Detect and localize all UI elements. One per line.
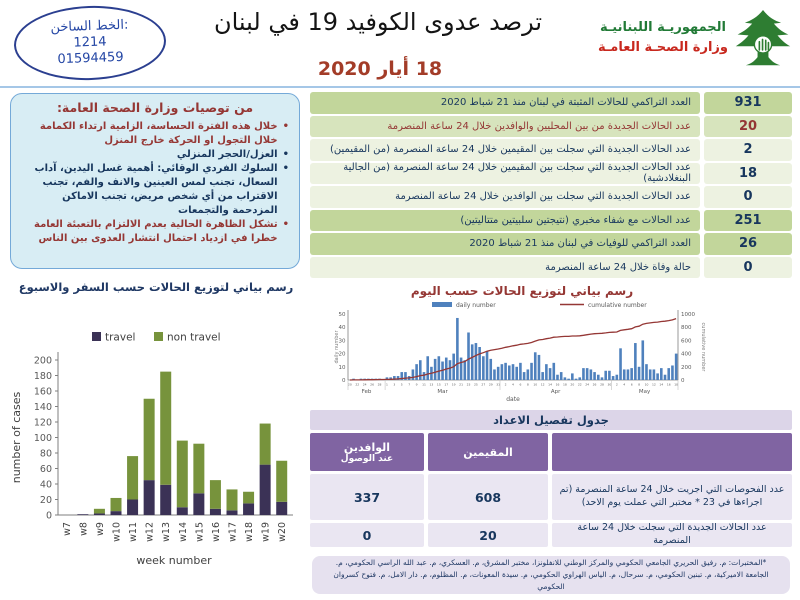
svg-text:w12: w12 <box>144 522 156 542</box>
detail-table-title: جدول تفصيل الاعداد <box>310 410 792 430</box>
stat-value: 251 <box>704 210 792 232</box>
svg-text:31: 31 <box>496 382 501 387</box>
svg-text:w14: w14 <box>177 522 189 542</box>
svg-text:Mar: Mar <box>437 389 448 395</box>
svg-text:24: 24 <box>585 382 590 387</box>
svg-text:12: 12 <box>540 382 545 387</box>
svg-text:20: 20 <box>347 382 352 387</box>
svg-text:12: 12 <box>651 382 656 387</box>
recommendations-title: من توصيات وزارة الصحة العامة: <box>56 100 254 115</box>
bullet-icon: • <box>282 121 289 132</box>
svg-text:non travel: non travel <box>167 331 221 344</box>
recommendations-panel <box>10 93 300 269</box>
bullet-icon: • <box>282 149 289 160</box>
detail-table-row <box>310 523 792 547</box>
svg-text:daily number: daily number <box>456 302 496 309</box>
svg-text:1000: 1000 <box>681 312 695 318</box>
svg-text:200: 200 <box>33 355 52 367</box>
svg-text:w9: w9 <box>94 522 106 536</box>
stat-label: عدد الحالات الجديدة التي سجلت بين المقيمين خلال 24 ساعة المنصرمة (من الجالية البنغلادشية) <box>310 163 700 185</box>
ministry-logo <box>598 8 792 74</box>
detail-table <box>310 410 792 550</box>
svg-text:w13: w13 <box>161 522 173 542</box>
svg-text:1: 1 <box>385 382 388 387</box>
svg-text:30: 30 <box>338 338 346 345</box>
detail-header-arrivals <box>310 433 424 471</box>
hotline-number-long: 01594459 <box>57 49 124 68</box>
detail-header-arrivals-line2: عند الوصول <box>340 453 394 464</box>
svg-text:May: May <box>638 389 651 395</box>
svg-text:50: 50 <box>338 312 346 318</box>
stat-row <box>310 163 792 185</box>
svg-text:11: 11 <box>422 382 426 387</box>
svg-text:travel: travel <box>105 331 136 344</box>
detail-table-body <box>310 474 792 547</box>
svg-text:daily number: daily number <box>334 330 340 364</box>
svg-text:14: 14 <box>548 382 552 387</box>
stat-value: 26 <box>704 233 792 255</box>
svg-text:22: 22 <box>355 382 360 387</box>
svg-text:w11: w11 <box>128 522 140 542</box>
svg-text:14: 14 <box>659 382 664 387</box>
svg-text:w17: w17 <box>227 522 239 542</box>
svg-text:8: 8 <box>526 382 529 387</box>
hotline-number-short: 1214 <box>73 34 107 51</box>
svg-text:w18: w18 <box>244 522 256 542</box>
ministry-name-line1: الجمهوريـة اللبنانيـة <box>599 20 726 35</box>
svg-text:40: 40 <box>338 325 346 332</box>
svg-text:16: 16 <box>555 382 560 387</box>
daily-chart-title: رسم بياني لتوزيع الحالات حسب اليوم <box>410 284 634 298</box>
detail-table-header <box>310 433 792 471</box>
recommendation-item <box>21 120 289 148</box>
svg-text:2: 2 <box>615 382 618 387</box>
svg-text:w10: w10 <box>111 522 123 542</box>
stat-label: العدد التراكمي للحالات المثبتة في لبنان منذ 21 شباط 2020 <box>310 92 700 114</box>
stat-label: عدد الحالات مع شفاء مخبري (نتيجتين سلبيتين متتاليتين) <box>310 210 700 232</box>
detail-header-residents: المقيمين <box>428 433 548 471</box>
svg-text:19: 19 <box>451 382 456 387</box>
svg-text:w15: w15 <box>194 522 206 542</box>
header-divider <box>0 86 800 88</box>
svg-text:date: date <box>506 396 520 403</box>
svg-text:60: 60 <box>39 464 52 475</box>
stat-value: 18 <box>704 163 792 185</box>
stat-value: 0 <box>704 186 792 208</box>
daily-cases-chart <box>332 300 716 406</box>
svg-text:120: 120 <box>33 417 52 429</box>
svg-text:29: 29 <box>488 382 493 387</box>
svg-text:6: 6 <box>519 382 522 387</box>
recommendation-text: خلال هذه الفترة الحساسة، الزامية ارتداء الكمامة خلال التجول او الحركة خارج المنزل <box>39 121 278 146</box>
stat-label: العدد التراكمي للوفيات في لبنان منذ 21 شباط 2020 <box>310 233 700 255</box>
svg-text:cumulative number: cumulative number <box>588 302 647 309</box>
svg-text:w8: w8 <box>78 522 90 536</box>
svg-text:30: 30 <box>607 382 612 387</box>
svg-text:20: 20 <box>338 351 346 358</box>
detail-row-residents-value: 608 <box>428 474 548 520</box>
report-date: 18 أيار 2020 <box>317 58 443 80</box>
detail-header-arrivals-line1: الوافدين <box>343 440 391 454</box>
svg-text:5: 5 <box>400 382 403 387</box>
stat-value: 2 <box>704 139 792 161</box>
recommendation-item <box>21 162 289 218</box>
svg-text:6: 6 <box>630 382 633 387</box>
svg-text:Feb: Feb <box>361 389 372 395</box>
svg-text:8: 8 <box>638 382 641 387</box>
svg-text:4: 4 <box>512 382 514 387</box>
weekly-chart-title: رسم بياني لتوزيع الحالات حسب السفر والاسبوع <box>18 280 294 294</box>
stat-row <box>310 186 792 208</box>
detail-row-label: عدد الحالات الجديدة التي سجلت خلال 24 ساعة المنصرمة <box>552 523 792 547</box>
recommendations-list <box>21 120 289 246</box>
weekly-cases-chart <box>8 298 304 570</box>
svg-text:0: 0 <box>342 378 346 384</box>
svg-text:2: 2 <box>504 382 507 387</box>
svg-text:24: 24 <box>362 382 367 387</box>
detail-row-residents-value: 20 <box>428 523 548 547</box>
svg-text:7: 7 <box>408 382 411 387</box>
svg-text:17: 17 <box>444 382 449 387</box>
svg-text:20: 20 <box>39 495 52 506</box>
svg-text:10: 10 <box>338 364 346 371</box>
svg-text:800: 800 <box>681 325 692 332</box>
svg-text:Apr: Apr <box>550 389 561 395</box>
svg-text:27: 27 <box>481 382 486 387</box>
svg-text:140: 140 <box>33 402 52 413</box>
recommendation-item <box>21 218 289 246</box>
svg-text:21: 21 <box>459 382 464 387</box>
detail-row-label: عدد الفحوصات التي اجريت خلال 24 ساعة المنصرمة (تم اجراءها في 23 * مختبر التي عملت يوم الاحد) <box>552 474 792 520</box>
svg-text:80: 80 <box>39 448 52 460</box>
ministry-name-line2: وزارة الصحـة العامـة <box>597 40 728 56</box>
stat-label: حالة وفاة خلال 24 ساعة المنصرمة <box>310 257 700 279</box>
svg-text:10: 10 <box>644 382 649 387</box>
svg-text:w7: w7 <box>61 522 73 536</box>
svg-text:25: 25 <box>474 382 478 387</box>
detail-row-arrivals-value: 0 <box>310 523 424 547</box>
svg-text:15: 15 <box>436 382 441 387</box>
stat-row <box>310 233 792 255</box>
svg-text:20: 20 <box>570 382 575 387</box>
detail-row-arrivals-value: 337 <box>310 474 424 520</box>
stat-label: عدد الحالات الجديدة من بين المحليين والوافدين خلال 24 ساعة المنصرمة <box>310 116 700 138</box>
svg-text:4: 4 <box>623 382 626 387</box>
svg-text:28: 28 <box>377 382 382 387</box>
stat-value: 20 <box>704 116 792 138</box>
svg-text:400: 400 <box>681 351 692 358</box>
page-title: ترصد عدوى الكوفيد 19 في لبنان <box>213 8 543 36</box>
bullet-icon: • <box>282 219 289 230</box>
svg-text:w19: w19 <box>260 522 272 542</box>
stat-row <box>310 116 792 138</box>
stat-value: 0 <box>704 257 792 279</box>
ministry-name <box>598 18 728 58</box>
svg-text:28: 28 <box>600 382 604 387</box>
labs-footnote: *المختبرات: م. رفيق الحريري الجامعي الحكومي والمركز الوطني للانفلونزا، مختبر المشرق، م. العسكري، م. عبد الله الراسي الحكومي، م. الجامعة الاميركية، م. تبنين الحكومي، م. سرحال، م. الياس الهراوي الحكومي، م. سيدة المعونات، م. المظلوم، م. دار الامل، م. فتوح كسروان الحكومي <box>312 556 790 594</box>
svg-text:18: 18 <box>674 382 679 387</box>
hotline-label: الخط الساخن: <box>50 17 129 35</box>
svg-text:3: 3 <box>393 382 396 387</box>
svg-text:0: 0 <box>45 510 52 522</box>
hotline-badge <box>13 3 167 82</box>
svg-text:100: 100 <box>33 433 52 444</box>
stat-row <box>310 92 792 114</box>
svg-text:26: 26 <box>370 382 375 387</box>
bullet-icon: • <box>282 163 289 174</box>
svg-text:13: 13 <box>429 382 434 387</box>
svg-text:number of cases: number of cases <box>10 391 23 484</box>
detail-table-row <box>310 474 792 520</box>
stat-row <box>310 210 792 232</box>
svg-text:26: 26 <box>592 382 597 387</box>
svg-text:40: 40 <box>39 479 52 491</box>
svg-text:cumulative number: cumulative number <box>700 322 706 372</box>
stat-value: 931 <box>704 92 792 114</box>
cedar-tree-icon <box>734 8 792 74</box>
svg-text:w16: w16 <box>210 522 222 542</box>
svg-text:22: 22 <box>577 382 582 387</box>
svg-text:23: 23 <box>466 382 471 387</box>
stat-row <box>310 257 792 279</box>
stats-table <box>310 92 792 278</box>
svg-text:0: 0 <box>681 378 685 384</box>
svg-text:180: 180 <box>33 371 52 382</box>
detail-header-label-cell <box>552 433 792 471</box>
recommendation-item <box>21 148 289 162</box>
svg-text:200: 200 <box>681 364 692 371</box>
recommendation-text: تشكل الظاهرة الحالية بعدم الالتزام بالتعبئة العامة خطرا في ازدياد احتمال انتشار العدوى بين الناس <box>34 219 278 244</box>
svg-text:16: 16 <box>666 382 671 387</box>
recommendation-text: السلوك الفردي الوقائي: أهمية غسل اليدين، آداب السعال، تجنب لمس العينين والانف والفم، تجنب الاقتراب من أي شخص مريض، تجنب الاماكن المزدحمة والتجمعات <box>34 163 278 216</box>
svg-text:9: 9 <box>415 382 418 387</box>
svg-text:w20: w20 <box>277 522 289 542</box>
svg-text:10: 10 <box>533 382 538 387</box>
svg-text:18: 18 <box>562 382 567 387</box>
stat-label: عدد الحالات الجديدة التي سجلت بين الوافدين خلال 24 ساعة المنصرمة <box>310 186 700 208</box>
svg-text:600: 600 <box>681 338 692 345</box>
stat-row <box>310 139 792 161</box>
recommendation-text: العزل/الحجر المنزلي <box>176 149 278 160</box>
svg-text:week number: week number <box>136 554 212 567</box>
svg-text:160: 160 <box>33 386 52 398</box>
stat-label: عدد الحالات الجديدة التي سجلت بين المقيمين خلال 24 ساعة المنصرمة (من المقيمين) <box>310 139 700 161</box>
